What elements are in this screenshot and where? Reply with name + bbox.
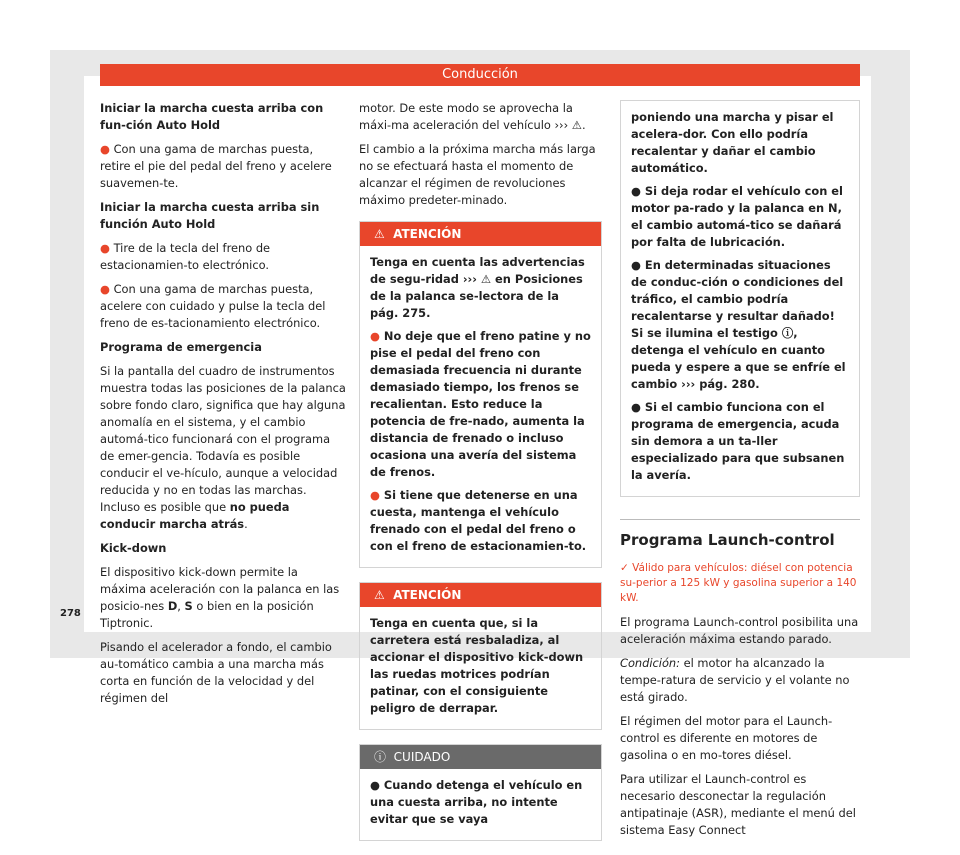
warning-triangle-icon: ⚠ [374, 227, 385, 241]
text: Si tiene que detenerse en una cuesta, mantenga el vehículo frenado con el pedal del freno o con el freno de estacionamien-to. [370, 488, 587, 553]
warning-body [360, 246, 601, 567]
paragraph: motor. De este modo se aprovecha la máxi-ma aceleración del vehículo ››› ⚠. [359, 101, 586, 132]
bullet-icon: ● [631, 400, 641, 414]
warning-title: ATENCIÓN [393, 227, 462, 241]
heading-auto-hold: Iniciar la marcha cuesta arriba con fun-ción Auto Hold [100, 101, 324, 132]
warning-box-1 [359, 221, 602, 568]
paragraph [620, 655, 860, 706]
text: el motor ha alcanzado la tempe-ratura de servicio y el volante no está girado. [620, 656, 850, 704]
label-italic: Condición: [620, 656, 680, 670]
text: Con una gama de marchas puesta, acelere con cuidado y pulse la tecla del freno de es-tacionamiento electrónico. [100, 282, 326, 330]
warning-body [360, 607, 601, 729]
text: Con una gama de marchas puesta, retire el pie del pedal del freno y acelere suavemen-te. [100, 142, 332, 190]
heading-no-auto-hold: Iniciar la marcha cuesta arriba sin función Auto Hold [100, 200, 320, 231]
bullet-icon: ● [100, 142, 110, 156]
gear-d: D [167, 599, 178, 613]
bullet-icon: ● [631, 258, 641, 272]
bullet-icon: ● [370, 488, 380, 502]
column-3 [620, 100, 860, 846]
paragraph: Pisando el acelerador a fondo, el cambio au-tomático cambia a una marcha más corta en función de la velocidad y del régimen del [100, 640, 332, 705]
text: , [177, 599, 185, 613]
text: o bien en la posición Tiptronic. [100, 599, 314, 630]
bullet-icon: ● [370, 329, 380, 343]
warning-header [360, 222, 601, 246]
section-header: Conducción [100, 64, 860, 86]
caution-text [631, 183, 849, 251]
warning-triangle-icon: ⚠ [374, 588, 385, 602]
paragraph: El régimen del motor para el Launch-control es diferente en motores de gasolina o en mo-tores diésel. [620, 714, 833, 762]
gear-s: S [184, 599, 193, 613]
text: Si la pantalla del cuadro de instrumentos muestra todas las posiciones de la palanca sobre fondo claro, significa que hay alguna anomalía en el sistema, y el cambio automá-tico funcionará con el programa de emer-gencia. Todavía es posible conducir el ve-hículo, aunque a velocidad reducida y no en todas las marchas. Incluso es posible que [100, 364, 346, 514]
caution-header [360, 745, 601, 769]
warning-header [360, 583, 601, 607]
warning-text: Tenga en cuenta que, si la carretera está resbaladiza, al accionar el dispositivo kick-down las ruedas motrices podrían patinar, con el consiguiente peligro de derrapar. [370, 616, 584, 715]
caution-box [359, 744, 602, 841]
text: . [244, 517, 248, 531]
column-1 [100, 100, 346, 714]
paragraph [100, 564, 346, 632]
column-2 [359, 100, 602, 855]
heading-kick-down: Kick-down [100, 541, 167, 555]
text: Tire de la tecla del freno de estacionamien-to electrónico. [100, 241, 271, 272]
text: En determinadas situaciones de conduc-ción o condiciones del tráfico, el cambio podría recalentarse y resultar dañado! Si se ilumina el testigo ⓘ, detenga el vehículo en cuanto pueda y espere a que se enfríe el cambio ››› pág. 280. [631, 258, 846, 391]
bullet-icon: ● [100, 241, 110, 255]
validity-note [620, 561, 860, 606]
text-bold: no pueda conducir marcha atrás [100, 500, 290, 531]
warning-text [370, 328, 591, 481]
text: Si deja rodar el vehículo con el motor pa-rado y la palanca en N, el cambio automá-tico se dañará por falta de lubricación. [631, 184, 843, 249]
caution-box-continued [620, 100, 860, 497]
bullet-icon: ● [631, 184, 641, 198]
info-circle-icon: ⓘ [374, 750, 387, 764]
caution-body [621, 101, 859, 496]
check-icon: ✓ [620, 562, 629, 574]
text: No deje que el freno patine y no pise el pedal del freno con demasiada frecuencia ni durante demasiado tiempo, los frenos se recalientan. Esto reduce la potencia de fre-nado, aumenta la distancia de frenado o incluso ocasiona una avería del sistema de frenos. [370, 329, 591, 479]
caution-body [360, 769, 601, 840]
heading-emergency: Programa de emergencia [100, 340, 262, 354]
text: Cuando detenga el vehículo en una cuesta arriba, no intente evitar que se vaya [370, 778, 583, 826]
text: Válido para vehículos: diésel con potencia su-perior a 125 kW y gasolina superior a 140 kW. [620, 562, 857, 604]
paragraph [100, 141, 346, 192]
caution-text: poniendo una marcha y pisar el acelera-dor. Con ello podría recalentar y dañar el cambio automático. [631, 110, 834, 175]
paragraph: Para utilizar el Launch-control es necesario desconectar la regulación antipatinaje (ASR), mediante el menú del sistema Easy Connect [620, 772, 856, 837]
caution-text [631, 399, 849, 484]
text: El dispositivo kick-down permite la máxima aceleración con la palanca en las posicio-nes [100, 565, 340, 613]
paragraph [100, 363, 346, 533]
section-title: Programa Launch-control [620, 519, 860, 549]
caution-text [631, 257, 849, 393]
page-number: 278 [60, 608, 81, 619]
paragraph [100, 240, 346, 274]
paragraph [100, 281, 346, 332]
warning-title: ATENCIÓN [393, 588, 462, 602]
bullet-icon: ● [100, 282, 110, 296]
text: Si el cambio funciona con el programa de emergencia, acuda sin demora a un ta-ller especializado para que subsanen la avería. [631, 400, 845, 482]
warning-text [370, 487, 591, 555]
paragraph: El cambio a la próxima marcha más larga no se efectuará hasta el momento de alcanzar el régimen de revoluciones máximo predeter-minado. [359, 142, 596, 207]
paragraph: El programa Launch-control posibilita una aceleración máxima estando parado. [620, 615, 859, 646]
bullet-icon: ● [370, 778, 380, 792]
warning-text: Tenga en cuenta las advertencias de segu-ridad ››› ⚠ en Posiciones de la palanca se-lectora de la pág. 275. [370, 255, 585, 320]
caution-title: CUIDADO [393, 750, 451, 764]
caution-text [370, 777, 591, 828]
